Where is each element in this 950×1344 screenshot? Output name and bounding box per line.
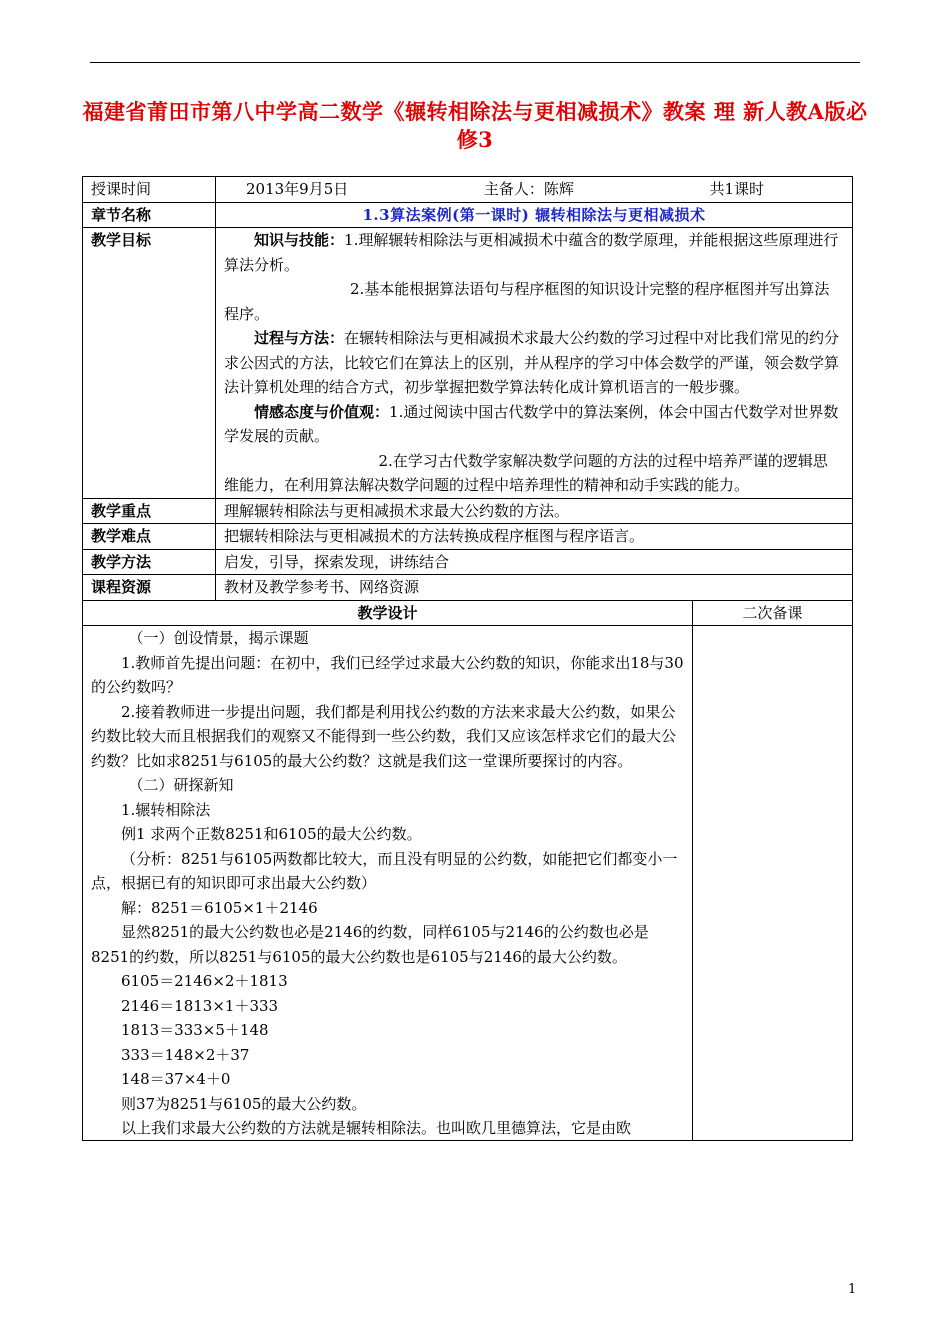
backup-notes-cell bbox=[693, 626, 853, 1141]
objective-knowledge: 知识与技能：1.理解辗转相除法与更相减损术中蕴含的数学原理，并能根据这些原理进行算法分析。 bbox=[224, 231, 839, 274]
page-number: 1 bbox=[848, 1282, 857, 1297]
row-method bbox=[83, 549, 853, 575]
heading-process: 过程与方法 bbox=[254, 329, 330, 347]
objectives-cell bbox=[216, 228, 853, 499]
design-paragraph: 6105＝2146×2＋1813 bbox=[121, 972, 288, 990]
lesson-plan-table bbox=[82, 176, 853, 1141]
design-paragraph: （一）创设情景，揭示课题 bbox=[128, 629, 309, 647]
method-value: 启发，引导，探索发现，讲练结合 bbox=[216, 549, 853, 575]
lesson-preparer: 主备人：陈辉 bbox=[483, 180, 574, 198]
label-method: 教学方法 bbox=[83, 549, 216, 575]
label-teaching-time: 授课时间 bbox=[83, 177, 216, 203]
heading-emotion: 情感态度与价值观 bbox=[254, 402, 375, 421]
row-design-body bbox=[83, 626, 853, 1141]
design-paragraph: 例1 求两个正数8251和6105的最大公约数。 bbox=[121, 825, 422, 843]
design-paragraph: （分析：8251与6105两数都比较大，而且没有明显的公约数，如能把它们都变小一点，根据已有的知识即可求出最大公约数） bbox=[91, 849, 678, 892]
design-paragraph: 则37为8251与6105的最大公约数。 bbox=[121, 1094, 367, 1113]
chapter-name: 1.3算法案例(第一课时) 辗转相除法与更相减损术 bbox=[216, 202, 853, 228]
difficulty-value: 把辗转相除法与更相减损术的方法转换成程序框图与程序语言。 bbox=[216, 524, 853, 550]
design-paragraph: 333＝148×2＋37 bbox=[121, 1045, 250, 1064]
objective-process: 过程与方法：在辗转相除法与更相减损术求最大公约数的学习过程中对比我们常见的约分求公因式的方法，比较它们在算法上的区别，并从程序的学习中体会数学的严谨，领会数学算法计算机处理的结合方式，初步掌握把数学算法转化成计算机语言的一般步骤。 bbox=[224, 329, 840, 396]
design-paragraph: 148＝37×4＋0 bbox=[121, 1070, 231, 1088]
design-paragraph: 1.教师首先提出问题：在初中，我们已经学过求最大公约数的知识，你能求出18与30的公约数吗？ bbox=[91, 653, 684, 696]
design-paragraph: 显然8251的最大公约数也必是2146的约数，同样6105与2146的公约数也必是8251的约数，所以8251与6105的最大公约数也是6105与2146的最大公约数。 bbox=[91, 923, 649, 966]
row-key-point bbox=[83, 498, 853, 524]
objective-emotion-2: 2.在学习古代数学家解决数学问题的方法的过程中培养严谨的逻辑思维能力，在利用算法解决数学问题的过程中培养理性的精神和动手实践的能力。 bbox=[224, 451, 828, 494]
design-paragraph: 2146＝1813×1＋333 bbox=[121, 996, 279, 1015]
row-chapter bbox=[83, 202, 853, 228]
design-paragraph: 以上我们求最大公约数的方法就是辗转相除法。也叫欧几里德算法，它是由欧 bbox=[121, 1119, 632, 1137]
document-title: 福建省莆田市第八中学高二数学《辗转相除法与更相减损术》教案 理 新人教A版必修3 bbox=[82, 99, 868, 152]
row-resources bbox=[83, 575, 853, 601]
schedule-cell bbox=[216, 177, 853, 203]
design-content bbox=[83, 626, 693, 1141]
design-paragraph: 1.辗转相除法 bbox=[121, 800, 211, 819]
objective-emotion: 情感态度与价值观：1.通过阅读中国古代数学中的算法案例，体会中国古代数学对世界数学发展的贡献。 bbox=[224, 402, 839, 445]
label-objectives: 教学目标 bbox=[83, 228, 216, 499]
resources-value: 教材及教学参考书、网络资源 bbox=[216, 575, 853, 601]
row-difficulty bbox=[83, 524, 853, 550]
heading-knowledge: 知识与技能 bbox=[254, 231, 330, 249]
header-rule bbox=[90, 62, 860, 63]
label-resources: 课程资源 bbox=[83, 575, 216, 601]
label-key-point: 教学重点 bbox=[83, 498, 216, 524]
key-point-value: 理解辗转相除法与更相减损术求最大公约数的方法。 bbox=[216, 498, 853, 524]
row-schedule bbox=[83, 177, 853, 203]
row-objectives bbox=[83, 228, 853, 499]
row-design-header bbox=[83, 600, 853, 626]
backup-header: 二次备课 bbox=[693, 600, 853, 626]
design-header: 教学设计 bbox=[83, 600, 693, 626]
lesson-hours: 共1课时 bbox=[709, 180, 765, 198]
design-paragraph: 解：8251＝6105×1＋2146 bbox=[121, 898, 318, 917]
design-paragraph: （二）研探新知 bbox=[128, 776, 234, 794]
label-chapter: 章节名称 bbox=[83, 202, 216, 228]
objective-knowledge-2: 2.基本能根据算法语句与程序框图的知识设计完整的程序框图并写出算法程序。 bbox=[224, 280, 830, 323]
design-paragraph: 1813＝333×5＋148 bbox=[121, 1021, 269, 1039]
teaching-date: 2013年9月5日 bbox=[246, 180, 349, 198]
design-paragraph: 2.接着教师进一步提出问题，我们都是利用找公约数的方法来求最大公约数，如果公约数比较大而且根据我们的观察又不能得到一些公约数，我们又应该怎样求它们的最大公约数？比如求8251与6105的最大公约数？这就是我们这一堂课所要探讨的内容。 bbox=[91, 702, 677, 770]
label-difficulty: 教学难点 bbox=[83, 524, 216, 550]
